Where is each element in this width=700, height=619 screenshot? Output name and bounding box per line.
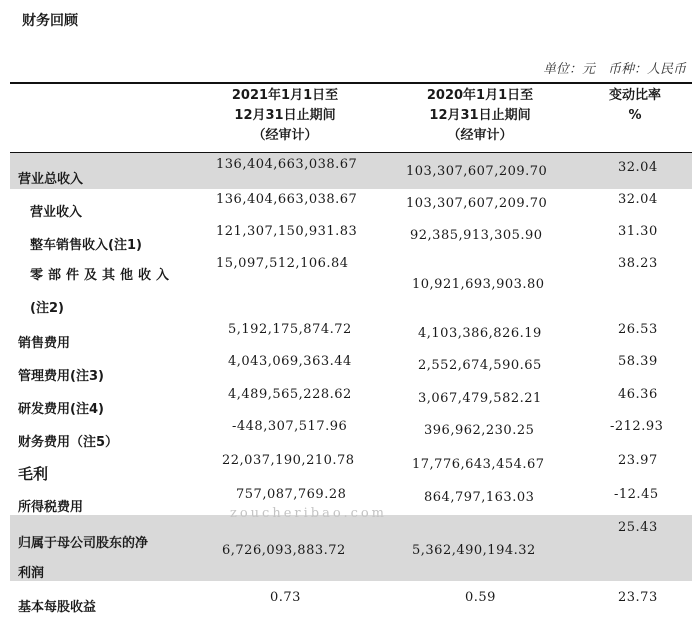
row-label-vehicle-sales: 整车销售收入(注1) <box>30 238 142 253</box>
row-operating-revenue-change: 32.04 <box>618 192 658 207</box>
row-operating-revenue-2021: 136,404,663,038.67 <box>216 192 358 207</box>
header-2021-line-1: 2021年1月1日至 <box>231 88 339 103</box>
row-total-revenue-change: 32.04 <box>618 160 658 175</box>
row-finance-expense-2020: 396,962,230.25 <box>424 423 535 438</box>
row-total-revenue-2020: 103,307,607,209.70 <box>406 164 548 179</box>
row-label-net-profit: 归属于母公司股东的净 <box>18 536 149 551</box>
row-label-selling-expense: 销售费用 <box>18 336 71 351</box>
row-label-operating-revenue: 营业收入 <box>30 205 83 220</box>
row-vehicle-sales-2021: 121,307,150,931.83 <box>216 224 358 239</box>
table-header-rule <box>10 152 692 153</box>
row-parts-other-2020: 10,921,693,903.80 <box>412 277 545 292</box>
row-rnd-expense-2021: 4,489,565,228.62 <box>228 387 352 402</box>
header-change-line-1: 变动比率 <box>608 88 661 103</box>
row-label-parts-other: 零部件及其他收入 <box>30 268 175 283</box>
row-operating-revenue-2020: 103,307,607,209.70 <box>406 196 548 211</box>
row-gross-profit-2021: 22,037,190,210.78 <box>222 453 355 468</box>
row-gross-profit-2020: 17,776,643,454.67 <box>412 457 545 472</box>
row-admin-expense-2020: 2,552,674,590.65 <box>418 358 542 373</box>
row-finance-expense-2021: -448,307,517.96 <box>232 419 348 434</box>
header-2020-line-1: 2020年1月1日至 <box>426 88 534 103</box>
row-selling-expense-2021: 5,192,175,874.72 <box>228 322 352 337</box>
row-net-profit-2021: 6,726,093,883.72 <box>222 543 346 558</box>
row-label-rnd-expense: 研发费用(注4) <box>18 402 104 417</box>
row-label-admin-expense: 管理费用(注3) <box>18 369 104 384</box>
row-rnd-expense-change: 46.36 <box>618 387 658 402</box>
table-top-rule <box>10 82 692 84</box>
row-income-tax-change: -12.45 <box>614 487 659 502</box>
row-vehicle-sales-change: 31.30 <box>618 224 658 239</box>
header-2021-line-2: 12月31日止期间 <box>234 108 336 123</box>
row-selling-expense-change: 26.53 <box>618 322 658 337</box>
row-eps-2021: 0.73 <box>270 590 301 605</box>
row-income-tax-2020: 864,797,163.03 <box>424 490 535 505</box>
row-finance-expense-change: -212.93 <box>610 419 664 434</box>
row-rnd-expense-2020: 3,067,479,582.21 <box>418 391 542 406</box>
row-selling-expense-2020: 4,103,386,826.19 <box>418 326 542 341</box>
row-admin-expense-2021: 4,043,069,363.44 <box>228 354 352 369</box>
header-change-line-2: % <box>628 108 642 123</box>
header-change <box>590 86 680 126</box>
watermark: zoucheribao.com <box>230 506 388 521</box>
row-label-finance-expense: 财务费用（注5） <box>18 435 119 450</box>
row-label-net-profit-cont: 利润 <box>18 566 45 581</box>
unit-currency-note: 单位：元 币种：人民币 <box>542 62 686 77</box>
row-net-profit-2020: 5,362,490,194.32 <box>412 543 536 558</box>
row-eps-change: 23.73 <box>618 590 658 605</box>
header-2021 <box>210 86 360 146</box>
row-parts-other-2021: 15,097,512,106.84 <box>216 256 349 271</box>
row-label-gross-profit: 毛利 <box>18 465 49 483</box>
row-label-income-tax: 所得税费用 <box>18 500 84 515</box>
header-2020-line-3: （经审计） <box>447 128 513 143</box>
row-parts-other-change: 38.23 <box>618 256 658 271</box>
row-label-parts-other-note: (注2) <box>30 301 64 316</box>
header-2020 <box>405 86 555 146</box>
header-2021-line-3: （经审计） <box>252 128 318 143</box>
row-vehicle-sales-2020: 92,385,913,305.90 <box>410 228 543 243</box>
row-admin-expense-change: 58.39 <box>618 354 658 369</box>
header-2020-line-2: 12月31日止期间 <box>429 108 531 123</box>
row-income-tax-2021: 757,087,769.28 <box>236 487 347 502</box>
row-eps-2020: 0.59 <box>465 590 496 605</box>
row-net-profit-change: 25.43 <box>618 520 658 535</box>
section-title: 财务回顾 <box>22 13 78 29</box>
row-label-eps: 基本每股收益 <box>18 600 97 615</box>
row-total-revenue-2021: 136,404,663,038.67 <box>216 157 358 172</box>
row-label-total-revenue: 营业总收入 <box>18 172 84 187</box>
row-gross-profit-change: 23.97 <box>618 453 658 468</box>
